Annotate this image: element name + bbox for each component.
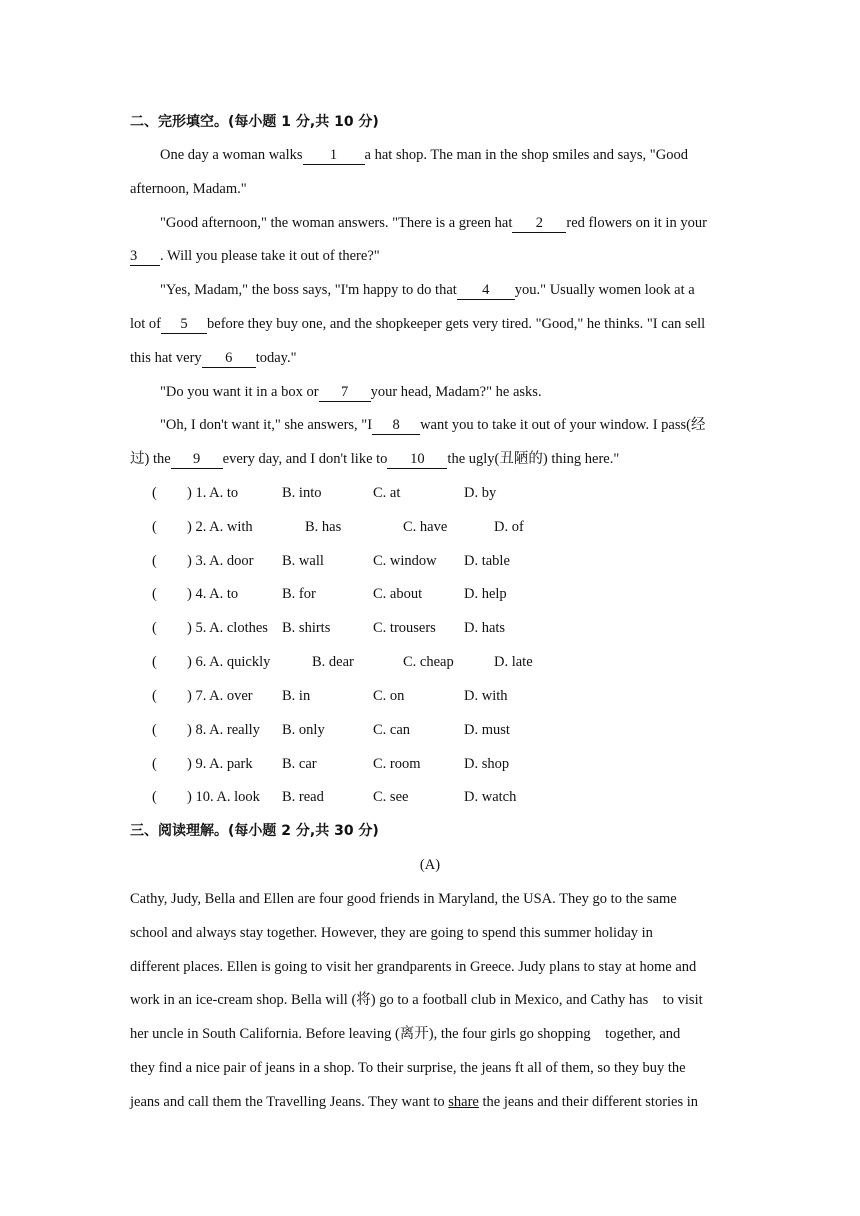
option-c: C. have [403, 519, 448, 535]
question-number-option-a: ) 4. A. to [187, 586, 239, 602]
cloze-text: before they buy one, and the shopkeeper gets very tired. "Good," he thinks. "I can sell [207, 316, 706, 332]
question-number-option-a: ) 6. A. quickly [187, 654, 271, 670]
option-d: D. shop [464, 756, 510, 772]
cloze-paragraph-line [130, 314, 705, 334]
option-b: B. in [282, 688, 311, 704]
cloze-text: today." [255, 350, 297, 366]
option-c: C. room [373, 756, 421, 772]
answer-bracket[interactable]: ( [152, 688, 157, 704]
cloze-paragraph-line [160, 280, 695, 300]
answer-bracket[interactable]: ( [152, 722, 157, 738]
section-cloze-heading: 二、完形填空。(每小题 1 分,共 10 分) [130, 114, 379, 130]
question-number-option-a: ) 8. A. really [187, 722, 260, 738]
cloze-text: want you to take it out of your window. I pass(经 [420, 417, 706, 433]
cloze-text: the ugly(丑陋的) thing here." [447, 451, 620, 467]
cloze-text: 过) the [130, 451, 171, 467]
answer-bracket[interactable]: ( [152, 553, 157, 569]
cloze-paragraph-line [160, 382, 542, 402]
answer-bracket[interactable]: ( [152, 620, 157, 636]
question-number-option-a: ) 10. A. look [187, 789, 260, 805]
cloze-text: . Will you please take it out of there?" [160, 248, 380, 264]
passage-line: Cathy, Judy, Bella and Ellen are four good friends in Maryland, the USA. They go to the same [130, 891, 677, 907]
option-b: B. wall [282, 553, 324, 569]
question-number-option-a: ) 9. A. park [187, 756, 253, 772]
question-number-option-a: ) 2. A. with [187, 519, 253, 535]
answer-bracket[interactable]: ( [152, 654, 157, 670]
passage-text: the jeans and their different stories in [478, 1094, 699, 1110]
answer-bracket[interactable]: ( [152, 485, 157, 501]
blank-10: 10 [387, 451, 447, 469]
cloze-paragraph-line [160, 415, 705, 435]
cloze-text: One day a woman walks [160, 147, 303, 163]
blank-6: 6 [202, 350, 256, 368]
option-d: D. of [494, 519, 524, 535]
blank-3: 3 [130, 248, 160, 266]
cloze-paragraph-line [160, 213, 707, 233]
option-d: D. with [464, 688, 508, 704]
blank-7: 7 [319, 384, 371, 402]
option-d: D. help [464, 586, 507, 602]
passage-line: work in an ice-cream shop. Bella will (将) go to a football club in Mexico, and Cathy has to visit [130, 992, 703, 1008]
section-reading-heading: 三、阅读理解。(每小题 2 分,共 30 分) [130, 823, 379, 839]
cloze-text: your head, Madam?" he asks. [370, 384, 542, 400]
option-c: C. cheap [403, 654, 454, 670]
blank-1: 1 [303, 147, 365, 165]
blank-4: 4 [457, 282, 515, 300]
cloze-text: red flowers on it in your [566, 215, 707, 231]
cloze-text: "Good afternoon," the woman answers. "There is a green hat [160, 215, 513, 231]
blank-5: 5 [161, 316, 207, 334]
option-d: D. hats [464, 620, 506, 636]
question-number-option-a: ) 7. A. over [187, 688, 253, 704]
question-number-option-a: ) 5. A. clothes [187, 620, 268, 636]
question-number-option-a: ) 3. A. door [187, 553, 254, 569]
option-b: B. only [282, 722, 325, 738]
option-c: C. about [373, 586, 423, 602]
option-b: B. into [282, 485, 322, 501]
cloze-text: "Do you want it in a box or [160, 384, 319, 400]
passage-line: school and always stay together. However, they are going to spend this summer holiday in [130, 925, 653, 941]
blank-9: 9 [171, 451, 223, 469]
passage-line: different places. Ellen is going to visit her grandparents in Greece. Judy plans to stay at home and [130, 959, 697, 975]
underlined-word-share: share [448, 1094, 479, 1110]
blank-8: 8 [372, 417, 420, 435]
option-d: D. late [494, 654, 533, 670]
passage-line: her uncle in South California. Before leaving (离开), the four girls go shopping together, and [130, 1026, 681, 1042]
option-d: D. watch [464, 789, 517, 805]
option-b: B. shirts [282, 620, 331, 636]
cloze-text: lot of [130, 316, 162, 332]
option-b: B. has [305, 519, 342, 535]
answer-bracket[interactable]: ( [152, 519, 157, 535]
option-b: B. read [282, 789, 324, 805]
option-b: B. car [282, 756, 317, 772]
cloze-text: this hat very [130, 350, 202, 366]
cloze-paragraph-line [160, 145, 688, 165]
option-c: C. can [373, 722, 411, 738]
passage-line [130, 1092, 698, 1112]
cloze-text: "Yes, Madam," the boss says, "I'm happy to do that [160, 282, 457, 298]
cloze-paragraph-line [130, 449, 619, 469]
passage-label: (A) [419, 857, 441, 873]
cloze-paragraph-line [130, 246, 380, 266]
option-d: D. by [464, 485, 497, 501]
option-b: B. dear [312, 654, 354, 670]
option-c: C. trousers [373, 620, 436, 636]
answer-bracket[interactable]: ( [152, 586, 157, 602]
cloze-text: every day, and I don't like to [222, 451, 388, 467]
option-d: D. must [464, 722, 510, 738]
option-c: C. window [373, 553, 437, 569]
cloze-text: a hat shop. The man in the shop smiles and says, "Good [364, 147, 688, 163]
blank-2: 2 [512, 215, 566, 233]
option-c: C. see [373, 789, 409, 805]
option-d: D. table [464, 553, 510, 569]
answer-bracket[interactable]: ( [152, 756, 157, 772]
question-number-option-a: ) 1. A. to [187, 485, 239, 501]
cloze-paragraph-line: afternoon, Madam." [130, 181, 247, 197]
cloze-paragraph-line [130, 348, 297, 368]
passage-line: they find a nice pair of jeans in a shop. To their surprise, the jeans ft all of them, so they buy the [130, 1060, 686, 1076]
answer-bracket[interactable]: ( [152, 789, 157, 805]
passage-text: jeans and call them the Travelling Jeans. They want to [130, 1094, 445, 1110]
cloze-text: "Oh, I don't want it," she answers, "I [160, 417, 373, 433]
option-c: C. on [373, 688, 405, 704]
option-b: B. for [282, 586, 316, 602]
option-c: C. at [373, 485, 401, 501]
cloze-text: you." Usually women look at a [514, 282, 695, 298]
